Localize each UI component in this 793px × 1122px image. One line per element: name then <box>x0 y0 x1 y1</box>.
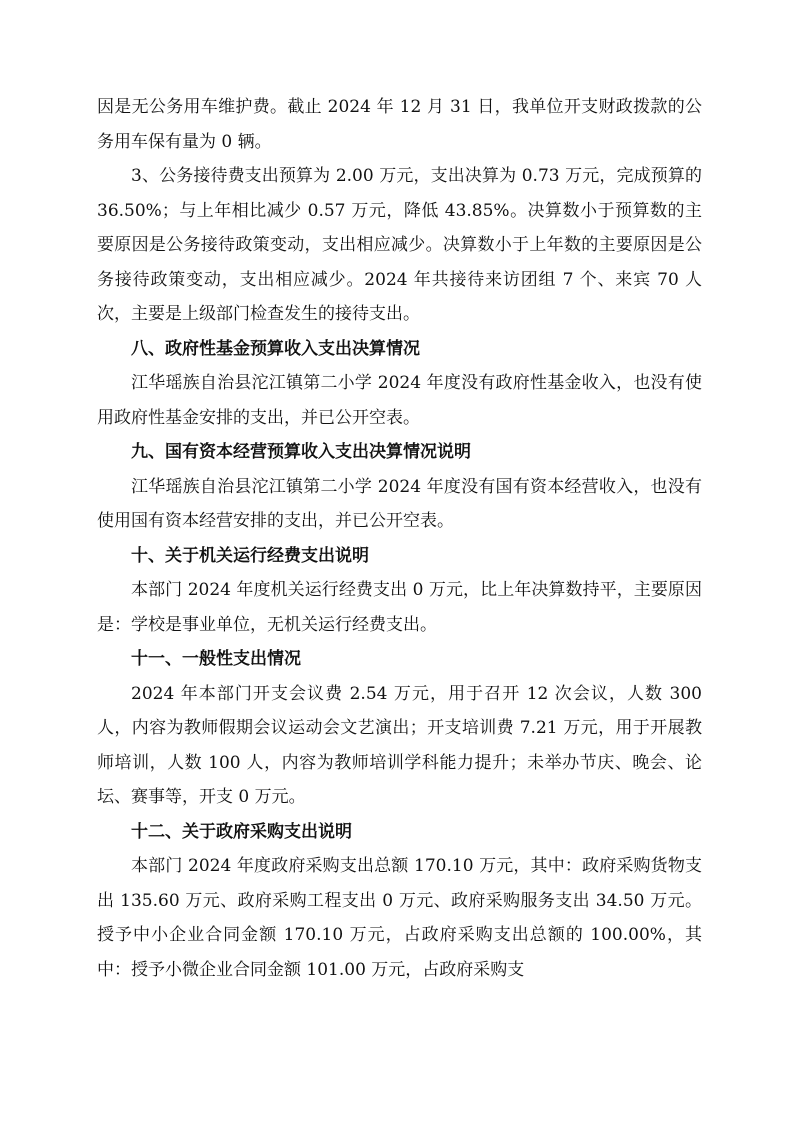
paragraph-reception-expense: 3、公务接待费支出预算为 2.00 万元，支出决算为 0.73 万元，完成预算的 36.50%；与上年相比减少 0.57 万元，降低 43.85%。决算数小于预算数的主要原因是公务接待政策变动，支出相应减少。决算数小于上年数的主要原因是公务接待政策变动，支出相应减少。2024 年共接待来访团组 7 个、来宾 70 人次，主要是上级部门检查发生的接待支出。 <box>97 166 702 324</box>
section-heading-procurement: 十二、关于政府采购支出说明 <box>131 821 352 842</box>
paragraph-procurement: 本部门 2024 年度政府采购支出总额 170.10 万元，其中：政府采购货物支出 135.60 万元、政府采购工程支出 0 万元、政府采购服务支出 34.50 万元。授予中小企业合同金额 170.10 万元，占政府采购支出总额的 100.00%，其中：授予小微企业合同金额 101.00 万元，占政府采购支 <box>97 856 702 980</box>
section-heading-operating-expense: 十、关于机关运行经费支出说明 <box>131 545 369 566</box>
paragraph-state-capital: 江华瑶族自治县沱江镇第二小学 2024 年度没有国有资本经营收入，也没有使用国有资本经营安排的支出，并已公开空表。 <box>97 476 702 531</box>
paragraph-vehicle-maintenance: 因是无公务用车维护费。截止 2024 年 12 月 31 日，我单位开支财政拨款的公务用车保有量为 0 辆。 <box>97 97 702 152</box>
section-heading-state-capital: 九、国有资本经营预算收入支出决算情况说明 <box>131 442 471 462</box>
section-heading-government-fund: 八、政府性基金预算收入支出决算情况 <box>131 338 420 359</box>
paragraph-government-fund: 江华瑶族自治县沱江镇第二小学 2024 年度没有政府性基金收入，也没有使用政府性基金安排的支出，并已公开空表。 <box>97 373 702 428</box>
section-heading-general-expense: 十一、一般性支出情况 <box>131 649 301 669</box>
paragraph-operating-expense: 本部门 2024 年度机关运行经费支出 0 万元，比上年决算数持平，主要原因是：学校是事业单位，无机关运行经费支出。 <box>97 580 702 635</box>
paragraph-general-expense: 2024 年本部门开支会议费 2.54 万元，用于召开 12 次会议，人数 300 人，内容为教师假期会议运动会文艺演出；开支培训费 7.21 万元，用于开展教师培训，人数 100 人，内容为教师培训学科能力提升；未举办节庆、晚会、论坛、赛事等，开支 0 万元。 <box>97 683 702 807</box>
document-page <box>97 90 702 987</box>
